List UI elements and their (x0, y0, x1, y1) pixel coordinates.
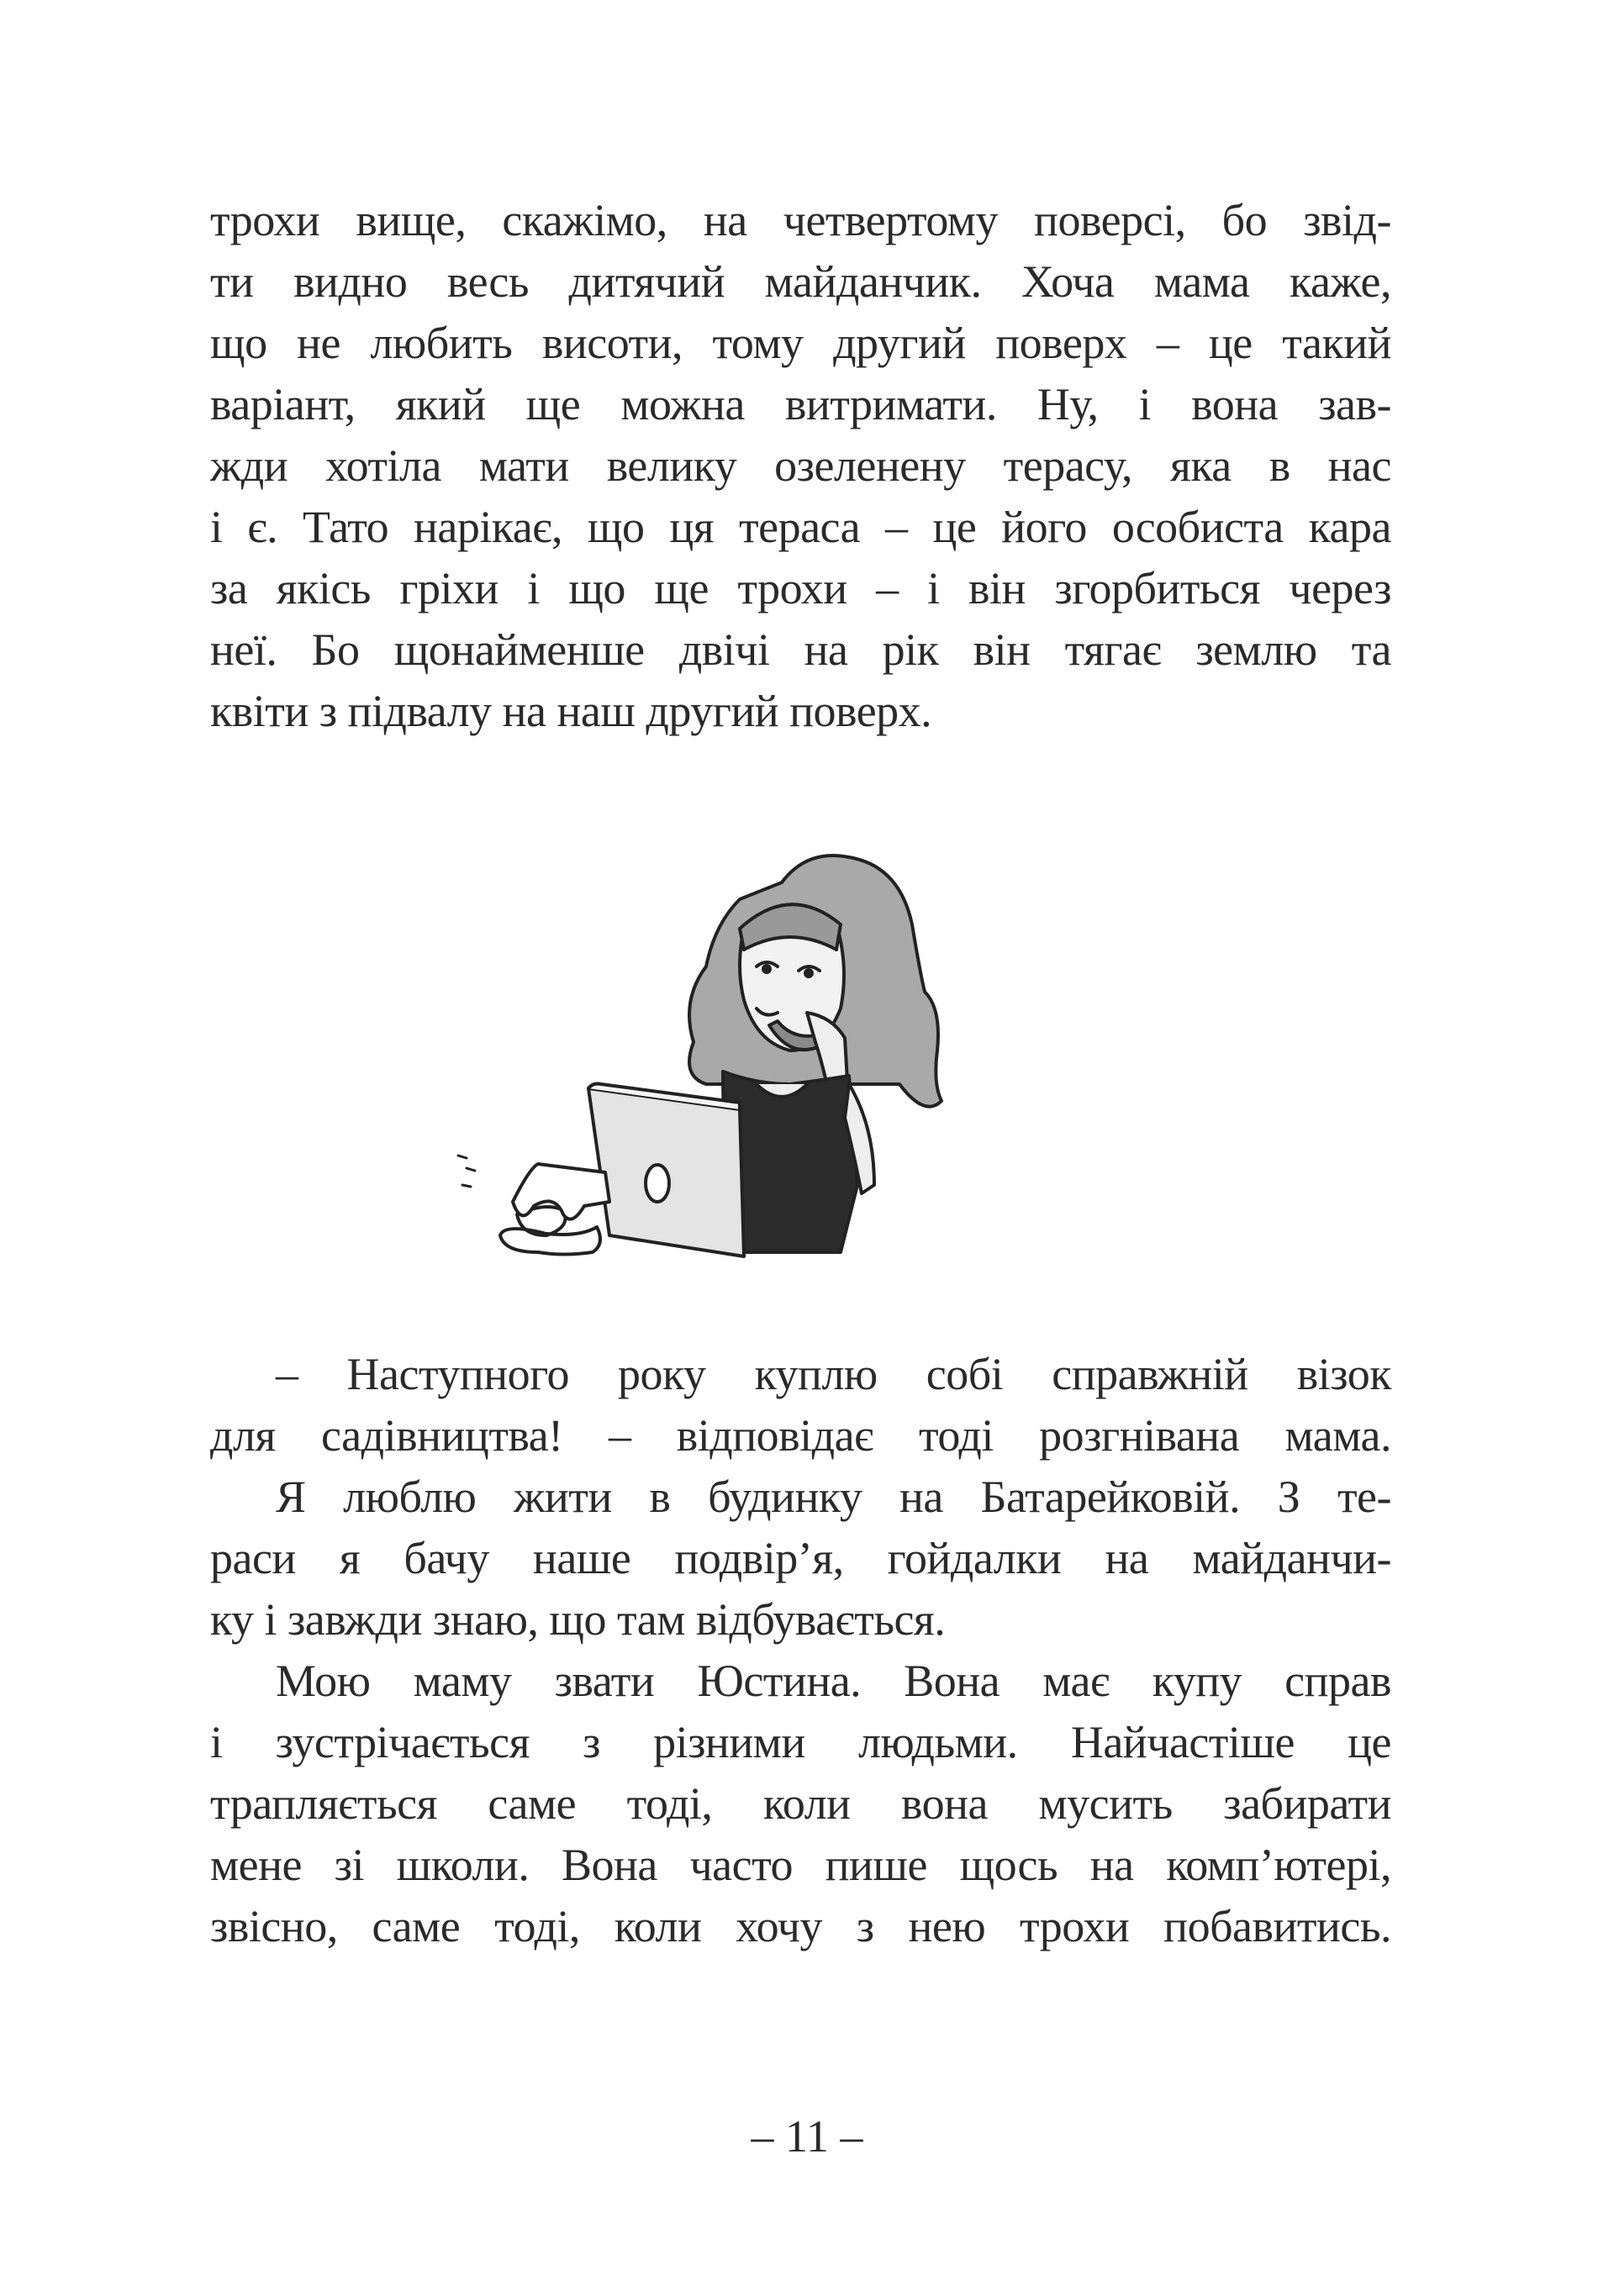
text-line: трохи вище, скажімо, на четвертому поверсі, бо звід- (210, 195, 1391, 245)
text-line: що не любить висоти, тому другий поверх – це такий (210, 318, 1391, 368)
text-line: за якісь гріхи і що ще трохи – і він згорбиться через (210, 563, 1391, 613)
text-line: мене зі школи. Вона часто пише щось на комп’ютері, (210, 1840, 1391, 1890)
text-line: трапляється саме тоді, коли вона мусить забирати (210, 1778, 1391, 1829)
text-line: ку і завжди знаю, що там відбувається. (210, 1594, 946, 1645)
text-line: квіти з підвалу на наш другий поверх. (210, 686, 932, 736)
text-line: раси я бачу наше подвір’я, гойдалки на майданчи- (210, 1533, 1391, 1583)
text-line: неї. Бо щонайменше двічі на рік він тягає землю та (210, 624, 1391, 675)
text-line: Я люблю жити в будинку на Батарейковій. З те- (276, 1472, 1391, 1522)
page-number: – 11 – (751, 2111, 863, 2162)
paragraph-continued (210, 190, 1391, 742)
text-line: варіант, який ще можна витримати. Ну, і вона зав- (210, 379, 1391, 429)
mouse-hand (513, 1164, 609, 1219)
laptop-logo (646, 1165, 669, 1202)
text-line: – Наступного року куплю собі справжній візок (276, 1349, 1391, 1399)
text-line: Мою маму звати Юстина. Вона має купу справ (276, 1656, 1391, 1706)
text-line: і зустрічається з різними людьми. Найчастіше це (210, 1717, 1391, 1767)
text-line: для садівництва! – відповідає тоді розгнівана мама. (210, 1410, 1391, 1461)
text-line: жди хотіла мати велику озеленену терасу, яка в нас (210, 440, 1391, 491)
text-line: ти видно весь дитячий майданчик. Хоча мама каже, (210, 256, 1391, 307)
text-line: звісно, саме тоді, коли хочу з нею трохи побавитись. (210, 1901, 1391, 1951)
dialogue-and-paragraphs (210, 1344, 1391, 1957)
illustration-woman-at-laptop (454, 832, 1093, 1303)
text-line: і є. Тато нарікає, що ця тераса – це його особиста кара (210, 502, 1391, 552)
